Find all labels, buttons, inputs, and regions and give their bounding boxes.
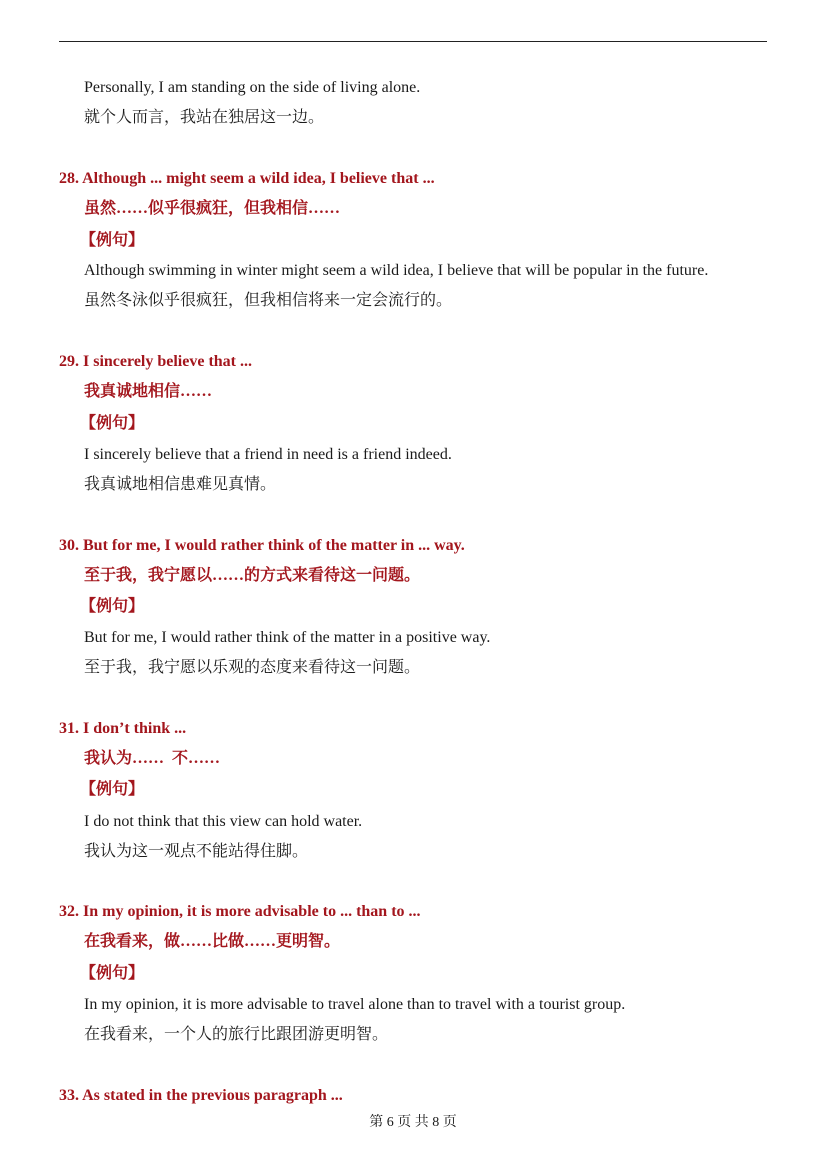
entry-32-example-zh: 在我看来，一个人的旅行比跟团游更明智。 xyxy=(84,1026,389,1043)
entry-29-meaning: 我真诚地相信…… xyxy=(84,383,213,400)
entry-28-example-en: Although swimming in winter might seem a wild idea, I believe that will be popular in the future. xyxy=(84,262,709,279)
page-number-footer: 第 6 页 共 8 页 xyxy=(369,1115,457,1130)
entry-31-heading: 31. I don’t think ... xyxy=(59,720,187,737)
entry-32-heading: 32. In my opinion, it is more advisable to ... than to ... xyxy=(59,903,421,920)
entry-32-example-en: In my opinion, it is more advisable to travel alone than to travel with a tourist group. xyxy=(84,996,626,1013)
entry-28-example-zh: 虽然冬泳似乎很疯狂，但我相信将来一定会流行的。 xyxy=(84,292,453,309)
entry-28-meaning: 虽然……似乎很疯狂，但我相信…… xyxy=(84,200,341,217)
entry-31-meaning: 我认为…… 不…… xyxy=(84,750,221,767)
entry-33-heading: 33. As stated in the previous paragraph ... xyxy=(59,1087,343,1104)
entry-31-example-label: 【例句】 xyxy=(80,781,145,798)
header-rule xyxy=(59,41,767,42)
entry-31-example-en: I do not think that this view can hold water. xyxy=(84,813,363,830)
intro-example-zh: 就个人而言，我站在独居这一边。 xyxy=(84,109,325,126)
entry-32-example-label: 【例句】 xyxy=(80,965,145,982)
entry-32-meaning: 在我看来，做……比做……更明智。 xyxy=(84,933,341,950)
entry-30-example-zh: 至于我，我宁愿以乐观的态度来看待这一问题。 xyxy=(84,659,421,676)
entry-30-heading: 30. But for me, I would rather think of the matter in ... way. xyxy=(59,537,465,554)
entry-30-meaning: 至于我，我宁愿以……的方式来看待这一问题。 xyxy=(84,567,421,584)
intro-example-en: Personally, I am standing on the side of living alone. xyxy=(84,79,421,96)
entry-30-example-label: 【例句】 xyxy=(80,598,145,615)
entry-29-example-zh: 我真诚地相信患难见真情。 xyxy=(84,476,277,493)
entry-29-heading: 29. I sincerely believe that ... xyxy=(59,353,253,370)
entry-28-heading: 28. Although ... might seem a wild idea, I believe that ... xyxy=(59,170,435,187)
entry-30-example-en: But for me, I would rather think of the matter in a positive way. xyxy=(84,629,491,646)
entry-28-example-label: 【例句】 xyxy=(80,232,145,249)
entry-29-example-en: I sincerely believe that a friend in need is a friend indeed. xyxy=(84,446,452,463)
entry-29-example-label: 【例句】 xyxy=(80,415,145,432)
entry-31-example-zh: 我认为这一观点不能站得住脚。 xyxy=(84,843,309,860)
